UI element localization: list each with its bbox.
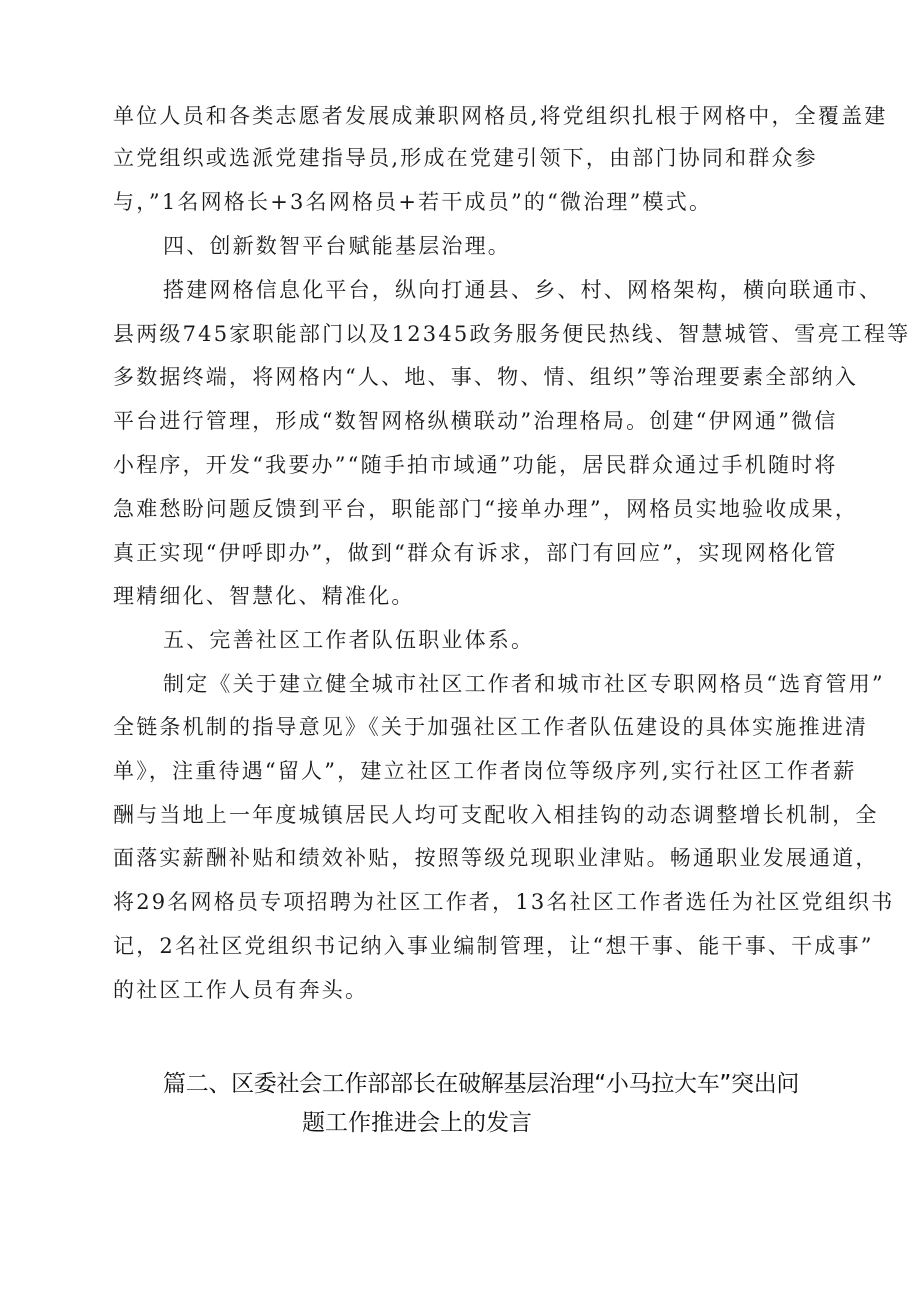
body-text-line: 单位人员和各类志愿者发展成兼职网格员,将党组织扎根于网格中，全覆盖建 [113,104,888,128]
body-text-line: 的社区工作人员有奔头。 [113,978,369,1002]
body-text-line: 真正实现“伊呼即办”，做到“群众有诉求，部门有回应”，实现网格化管 [113,541,838,565]
body-text-line: 制定《关于建立健全城市社区工作者和城市社区专职网格员“选育管用” [163,672,885,696]
body-text-line: 多数据终端，将网格内“人、地、事、物、情、组织”等治理要素全部纳入 [113,365,859,389]
body-text-line: 与，”1名网格长+3名网格员+若干成员”的“微治理”模式。 [113,190,713,214]
body-text-line: 面落实薪酬补贴和绩效补贴，按照等级兑现职业津贴。畅通职业发展通道， [113,846,879,870]
body-text-line: 县两级745家职能部门以及12345政务服务便民热线、智慧城管、雪亮工程等 [113,322,911,346]
body-text-line: 将29名网格员专项招聘为社区工作者，13名社区工作者选任为社区党组织书 [113,890,895,914]
article-title-line-2: 题工作推进会上的发言 [302,1110,532,1136]
body-text-line: 急难愁盼问题反馈到平台，职能部门“接单办理”，网格员实地验收成果， [113,497,859,521]
body-text-line: 全链条机制的指导意见》《关于加强社区工作者队伍建设的具体实施推进清 [113,715,869,739]
body-text-line: 搭建网格信息化平台，纵向打通县、乡、村、网格架构，横向联通市、 [163,278,883,302]
body-text-line: 酬与当地上一年度城镇居民人均可支配收入相挂钩的动态调整增长机制，全 [113,803,879,827]
body-text-line: 平台进行管理，形成“数智网格纵横联动”治理格局。创建“伊网通”微信 [113,409,838,433]
section-heading-4: 四、创新数智平台赋能基层治理。 [163,234,511,258]
body-text-line: 单》，注重待遇“留人”，建立社区工作者岗位等级序列,实行社区工作者薪 [113,759,857,783]
body-text-line: 立党组织或选派党建指导员,形成在党建引领下，由部门协同和群众参 [113,146,818,170]
article-title-line-1: 篇二、区委社会工作部部长在破解基层治理“小马拉大车”突出问 [163,1071,800,1097]
body-text-line: 理精细化、智慧化、精准化。 [113,584,415,608]
body-text-line: 记，2名社区党组织书记纳入事业编制管理，让“想干事、能干事、干成事” [113,934,874,958]
body-text-line: 小程序，开发“我要办”“随手拍市域通”功能，居民群众通过手机随时将 [113,453,838,477]
section-heading-5: 五、完善社区工作者队伍职业体系。 [163,628,535,652]
